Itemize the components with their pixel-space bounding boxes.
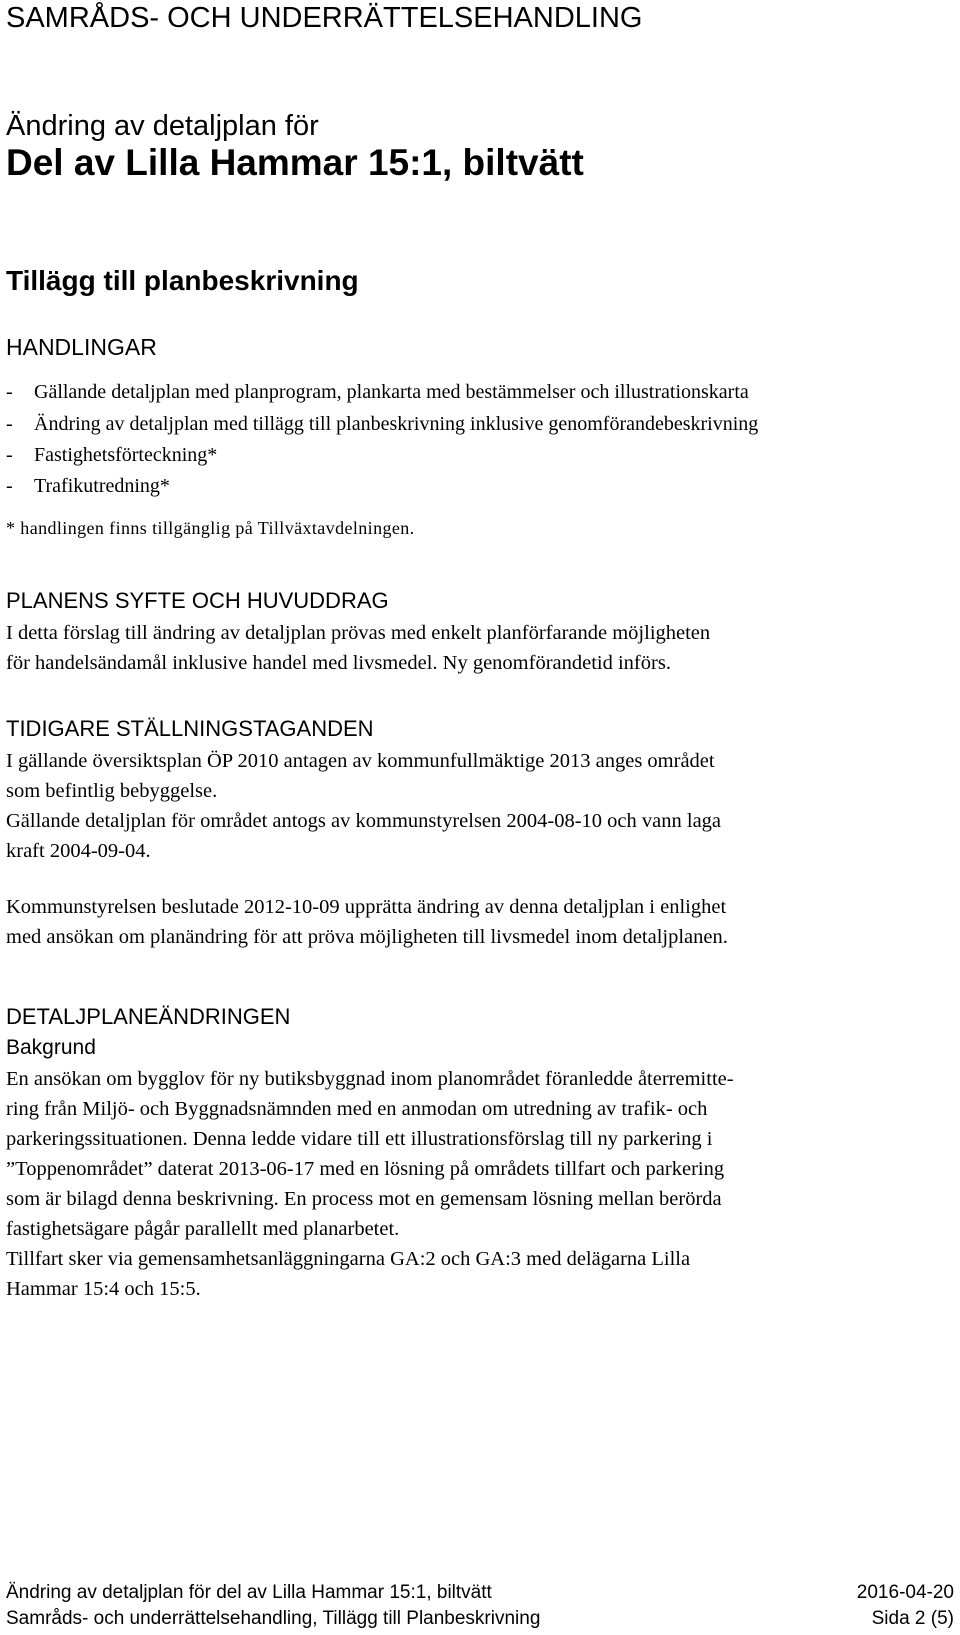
list-dash: -	[6, 413, 13, 435]
paragraph-line: kraft 2004-09-04.	[6, 840, 151, 862]
paragraph-line: Gällande detaljplan för området antogs av kommunstyrelsen 2004-08-10 och vann laga	[6, 810, 722, 832]
paragraph-line: En ansökan om bygglov för ny butiksbyggnad inom planområdet föranledde återremitte-	[6, 1068, 734, 1090]
subsection-heading-bakgrund: Bakgrund	[6, 1036, 96, 1059]
section-heading-detaljplan: DETALJPLANEÄNDRINGEN	[6, 1004, 291, 1029]
paragraph-line: som befintlig bebyggelse.	[6, 780, 218, 802]
section-heading-handlingar: HANDLINGAR	[6, 334, 157, 360]
list-item	[6, 413, 758, 436]
paragraph-line: fastighetsägare pågår parallellt med planarbetet.	[6, 1218, 400, 1240]
paragraph-line: som är bilagd denna beskrivning. En process mot en gemensam lösning mellan berörda	[6, 1188, 722, 1210]
paragraph-line: med ansökan om planändring för att pröva möjligheten till livsmedel inom detaljplanen.	[6, 926, 728, 948]
document-type-heading: SAMRÅDS- OCH UNDERRÄTTELSEHANDLING	[6, 2, 643, 34]
list-item	[6, 381, 749, 404]
paragraph-line: Tillfart sker via gemensamhetsanläggningarna GA:2 och GA:3 med delägarna Lilla	[6, 1248, 691, 1270]
addendum-heading: Tillägg till planbeskrivning	[6, 265, 359, 296]
list-item-text: Trafikutredning*	[34, 475, 170, 497]
list-item	[6, 444, 217, 467]
list-dash: -	[6, 444, 13, 466]
paragraph-line: Kommunstyrelsen beslutade 2012-10-09 upprätta ändring av denna detaljplan i enlighet	[6, 896, 727, 918]
list-item-text: Fastighetsförteckning*	[34, 444, 218, 466]
paragraph-line: parkeringssituationen. Denna ledde vidare till ett illustrationsförslag till ny parkering i	[6, 1128, 713, 1150]
paragraph-line: I gällande översiktsplan ÖP 2010 antagen av kommunfullmäktige 2013 anges området	[6, 750, 715, 772]
footnote: * handlingen finns tillgänglig på Tillväxtavdelningen.	[6, 518, 415, 538]
footer-document-type: Samråds- och underrättelsehandling, Tillägg till Planbeskrivning	[6, 1608, 541, 1629]
page-title: Del av Lilla Hammar 15:1, biltvätt	[6, 142, 584, 183]
footer-page-number: Sida 2 (5)	[871, 1608, 954, 1629]
list-dash: -	[6, 381, 13, 403]
paragraph-line: för handelsändamål inklusive handel med livsmedel. Ny genomförandetid införs.	[6, 652, 671, 674]
footer-date: 2016-04-20	[856, 1582, 954, 1603]
footer-plan-name: Ändring av detaljplan för del av Lilla Hammar 15:1, biltvätt	[6, 1582, 492, 1603]
list-item-text: Ändring av detaljplan med tillägg till planbeskrivning inklusive genomförandebeskrivning	[34, 413, 759, 435]
paragraph-line: ring från Miljö- och Byggnadsnämnden med en anmodan om utredning av trafik- och	[6, 1098, 708, 1120]
section-heading-tidigare: TIDIGARE STÄLLNINGSTAGANDEN	[6, 716, 374, 741]
paragraph-line: ”Toppenområdet” daterat 2013-06-17 med en lösning på områdets tillfart och parkering	[6, 1158, 725, 1180]
list-item-text: Gällande detaljplan med planprogram, plankarta med bestämmelser och illustrationskarta	[34, 381, 749, 403]
paragraph-line: Hammar 15:4 och 15:5.	[6, 1278, 201, 1300]
list-item	[6, 475, 170, 498]
list-dash: -	[6, 475, 13, 497]
paragraph-line: I detta förslag till ändring av detaljplan prövas med enkelt planförfarande möjligheten	[6, 622, 711, 644]
plan-subtitle: Ändring av detaljplan för	[6, 110, 319, 142]
section-heading-syfte: PLANENS SYFTE OCH HUVUDDRAG	[6, 588, 389, 613]
